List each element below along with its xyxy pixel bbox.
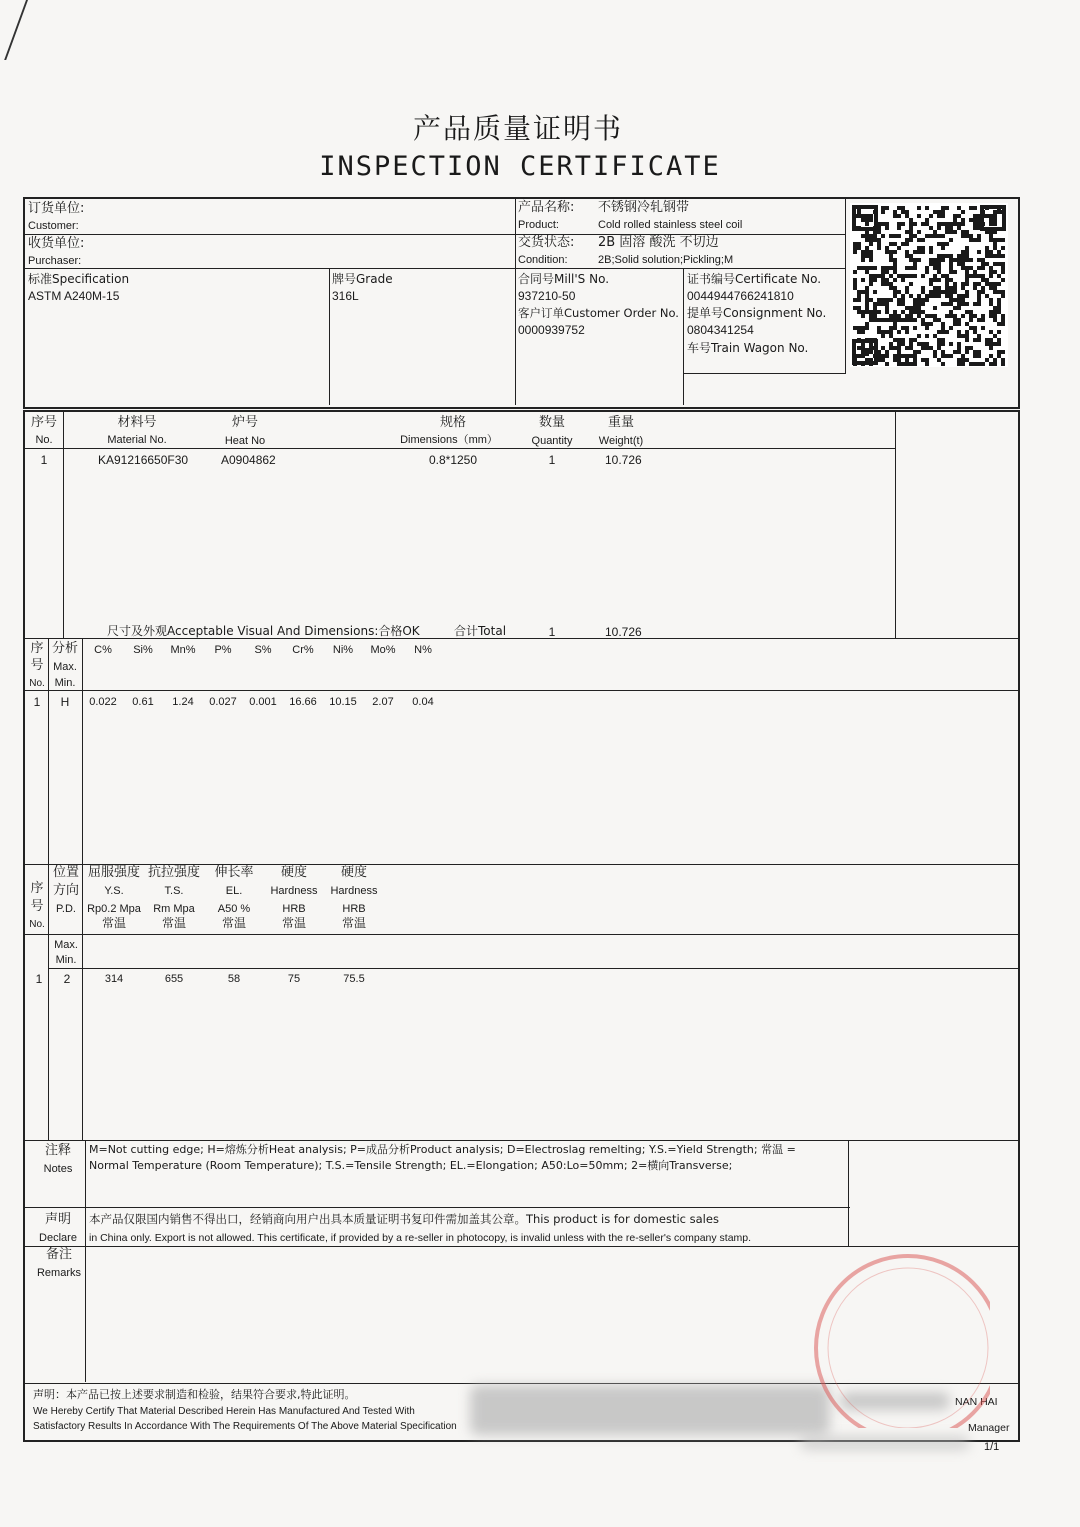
purchaser-label-en: Purchaser:: [28, 255, 82, 267]
chem-no-3: No.: [29, 678, 45, 689]
chem-head-2: Mn%: [170, 644, 196, 656]
mech-head-3-1: Hardness: [270, 885, 318, 897]
items-head-qty-en: Quantity: [531, 435, 573, 447]
remarks-label-cn: 备注: [45, 1247, 73, 1262]
product-value-en: Cold rolled stainless steel coil: [598, 219, 743, 231]
chem-analysis-3: Min.: [54, 677, 76, 689]
condition-value-en: 2B;Solid solution;Pickling;M: [598, 254, 734, 266]
order-label: 客户订单Customer Order No.: [518, 306, 679, 320]
chem-value-2: 1.24: [172, 696, 194, 708]
qr-code: [850, 203, 1008, 367]
mech-pos-3: P.D.: [56, 903, 76, 915]
total-qty: 1: [548, 625, 556, 639]
items-head-qty-cn: 数量: [538, 415, 566, 430]
product-label-en: Product:: [518, 219, 559, 231]
chem-value-6: 10.15: [329, 696, 357, 708]
total-weight: 10.726: [605, 625, 642, 639]
declare-line1: 本产品仅限国内销售不得出口，经销商向用户出具本质量证明书复印件需加盖其公章。This product is for domestic sales: [89, 1212, 719, 1226]
mech-head-1-0: 抗拉强度: [147, 865, 201, 880]
item-heat: A0904862: [221, 453, 276, 467]
mech-pos-1: 位置: [52, 865, 80, 880]
redacted-date: [800, 1436, 970, 1450]
consign-value: 0804341254: [687, 323, 754, 337]
mech-max: Max.: [54, 939, 78, 951]
mech-no-3: No.: [29, 919, 45, 930]
total-label: 合计Total: [454, 624, 507, 638]
mill-label: 合同号Mill'S No.: [518, 272, 610, 286]
footer-manager: Manager: [968, 1422, 1010, 1434]
mech-head-0-2: Rp0.2 Mpa: [87, 903, 141, 915]
mech-head-1-1: T.S.: [164, 885, 184, 897]
item-quantity: 1: [548, 453, 556, 467]
mech-head-2-1: EL.: [225, 885, 243, 897]
items-head-material-cn: 材料号: [117, 415, 157, 430]
title-cn: 产品质量证明书: [412, 112, 624, 145]
mech-head-4-1: Hardness: [330, 885, 378, 897]
grade-value: 316L: [332, 289, 359, 303]
chem-value-0: 0.022: [89, 696, 117, 708]
chem-value-3: 0.027: [209, 696, 237, 708]
items-head-heat-en: Heat No: [224, 435, 266, 447]
mech-no-2: 号: [30, 899, 44, 914]
items-head-dim-cn: 规格: [439, 415, 467, 430]
mill-value: 937210-50: [518, 289, 576, 303]
mech-head-4-3: 常温: [341, 916, 367, 930]
mech-head-4-2: HRB: [342, 903, 366, 915]
cert-value: 0044944766241810: [687, 289, 794, 303]
customer-label-en: Customer:: [28, 220, 79, 232]
items-head-dim-en: Dimensions（mm）: [400, 434, 498, 446]
chem-head-3: P%: [214, 644, 232, 656]
condition-value-cn: 2B 固溶 酸洗 不切边: [598, 235, 719, 250]
consign-label: 提单号Consignment No.: [687, 306, 827, 320]
mech-head-1-3: 常温: [161, 916, 187, 930]
chem-no-1: 序: [30, 641, 44, 656]
footer-cert-en1: We Hereby Certify That Material Described Herein Has Manufactured And Tested With: [33, 1406, 415, 1417]
chem-head-4: S%: [254, 644, 272, 656]
scan-edge-mark: [0, 0, 28, 60]
product-value-cn: 不锈钢冷轧钢带: [598, 200, 690, 215]
items-head-no-cn: 序号: [30, 415, 58, 430]
chem-analysis-2: Max.: [53, 661, 77, 673]
item-weight: 10.726: [605, 453, 642, 467]
chem-row-no: 1: [33, 695, 41, 709]
visual-ok: 尺寸及外观Acceptable Visual And Dimensions:合格OK: [107, 624, 420, 638]
footer-page: 1/1: [984, 1441, 1000, 1453]
condition-label-cn: 交货状态:: [518, 235, 575, 250]
chem-value-7: 2.07: [372, 696, 394, 708]
mech-head-4-0: 硬度: [340, 865, 368, 880]
mech-value-3: 75: [287, 973, 301, 985]
mech-head-3-3: 常温: [281, 916, 307, 930]
chem-no-2: 号: [30, 658, 44, 673]
mech-value-2: 58: [227, 973, 241, 985]
spec-value: ASTM A240M-15: [28, 289, 120, 303]
mech-head-2-3: 常温: [221, 916, 247, 930]
items-head-material-en: Material No.: [107, 434, 167, 446]
chem-analysis-1: 分析: [51, 641, 79, 656]
purchaser-label-cn: 收货单位:: [28, 236, 85, 251]
items-head-weight-cn: 重量: [607, 415, 635, 430]
chem-head-6: Ni%: [332, 644, 354, 656]
spec-label: 标准Specification: [28, 272, 130, 286]
redacted-signature-block: [470, 1385, 830, 1435]
footer-cert-en2: Satisfactory Results In Accordance With The Requirements Of The Above Material Specification: [33, 1421, 457, 1432]
chem-head-1: Si%: [133, 644, 153, 656]
mech-head-3-2: HRB: [282, 903, 306, 915]
mech-head-0-0: 屈服强度: [87, 865, 141, 880]
mech-pos-2: 方向: [52, 883, 80, 898]
chem-value-5: 16.66: [289, 696, 317, 708]
item-material: KA91216650F30: [98, 453, 189, 467]
remarks-label-en: Remarks: [36, 1267, 82, 1279]
mech-value-0: 314: [104, 973, 124, 985]
mech-head-2-0: 伸长率: [214, 865, 254, 880]
chem-head-7: Mo%: [370, 644, 396, 656]
chem-head-5: Cr%: [292, 644, 314, 656]
chem-value-4: 0.001: [249, 696, 277, 708]
item-dimensions: 0.8*1250: [428, 453, 478, 467]
declare-line2: in China only. Export is not allowed. This certificate, if provided by a re-seller in photocopy, is invalid unless with the re-seller's company stamp.: [89, 1232, 752, 1244]
mech-head-0-3: 常温: [101, 916, 127, 930]
mech-min: Min.: [55, 954, 77, 966]
chem-value-1: 0.61: [132, 696, 154, 708]
mech-row-pd: 2: [63, 972, 71, 986]
mech-head-0-1: Y.S.: [104, 885, 124, 897]
footer-company-tail: NAN HAI: [955, 1396, 998, 1408]
notes-line1: M=Not cutting edge; H=熔炼分析Heat analysis; P=成品分析Product analysis; D=Electroslag remelting; Y.S.=Yield Strength; 常温 =: [89, 1143, 796, 1156]
wagon-label: 车号Train Wagon No.: [687, 341, 809, 355]
notes-label-cn: 注释: [44, 1143, 72, 1158]
chem-head-8: N%: [414, 644, 432, 656]
mech-head-2-2: A50 %: [217, 903, 251, 915]
chem-head-0: C%: [94, 644, 112, 656]
notes-line2: Normal Temperature (Room Temperature); T.S.=Tensile Strength; EL.=Elongation; A50:Lo=50mm; 2=横向Transverse;: [89, 1159, 733, 1172]
items-head-weight-en: Weight(t): [598, 435, 644, 447]
chem-row-type: H: [60, 695, 70, 709]
mech-no-1: 序: [30, 881, 44, 896]
cert-label: 证书编号Certificate No.: [687, 272, 822, 286]
mech-head-1-2: Rm Mpa: [153, 903, 195, 915]
order-value: 0000939752: [518, 323, 585, 337]
condition-label-en: Condition:: [518, 254, 568, 266]
customer-label-cn: 订货单位:: [28, 201, 85, 216]
title-en: INSPECTION CERTIFICATE: [319, 151, 721, 182]
footer-cert-cn: 声明：本产品已按上述要求制造和检验，结果符合要求,特此证明。: [33, 1388, 356, 1401]
grade-label: 牌号Grade: [332, 272, 393, 286]
items-head-no-en: No.: [35, 434, 53, 446]
items-head-heat-cn: 炉号: [231, 415, 259, 430]
mech-value-1: 655: [164, 973, 184, 985]
mech-value-4: 75.5: [343, 973, 365, 985]
item-no: 1: [40, 453, 48, 467]
product-label-cn: 产品名称:: [518, 200, 575, 215]
company-stamp: [790, 1248, 990, 1428]
declare-label-en: Declare: [39, 1232, 77, 1244]
mech-head-3-0: 硬度: [280, 865, 308, 880]
chem-value-8: 0.04: [412, 696, 434, 708]
notes-label-en: Notes: [43, 1163, 73, 1175]
declare-label-cn: 声明: [44, 1212, 72, 1227]
mech-row-no: 1: [35, 972, 43, 986]
